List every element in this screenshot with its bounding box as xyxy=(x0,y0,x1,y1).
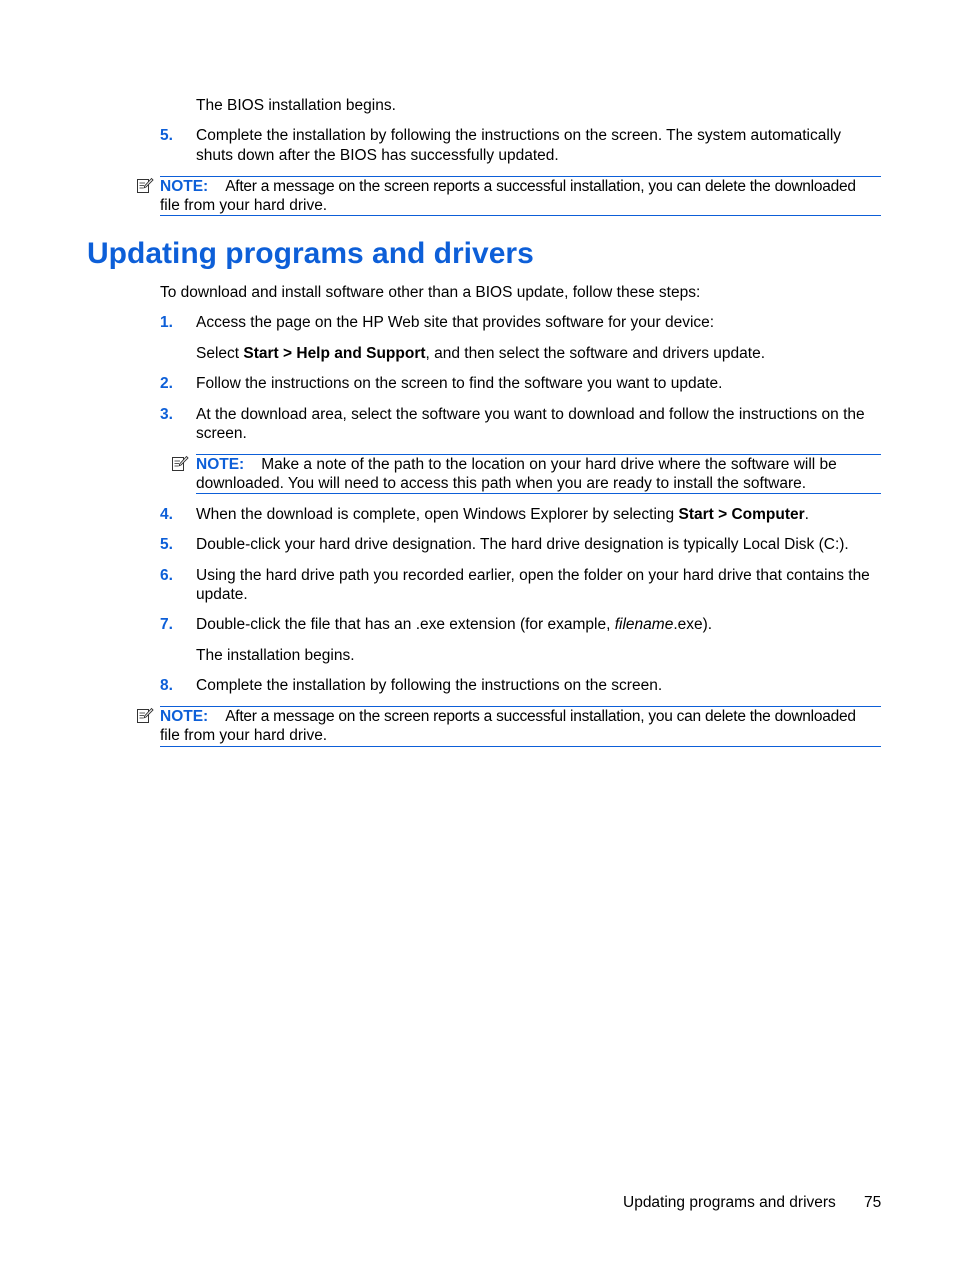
step-text: shuts down after the BIOS has successfully updated. xyxy=(196,147,559,164)
step-number: 1. xyxy=(160,314,173,331)
note-text: After a message on the screen reports a successful installation, you can delete the downloaded xyxy=(225,708,856,725)
section-heading: Updating programs and drivers xyxy=(87,237,534,270)
note-line xyxy=(196,455,837,474)
note-bottom-rule xyxy=(196,493,881,494)
bios-begins-text: The BIOS installation begins. xyxy=(196,97,396,114)
page-number: 75 xyxy=(864,1194,882,1211)
step-text: At the download area, select the software you want to download and follow the instructions on the xyxy=(196,406,865,423)
menu-path: Start > Computer xyxy=(678,506,805,523)
step-text xyxy=(196,615,712,634)
step-text: screen. xyxy=(196,425,247,442)
step-text: Using the hard drive path you recorded earlier, open the folder on your hard drive that contains the xyxy=(196,567,870,584)
step-text: Complete the installation by following the instructions on the screen. xyxy=(196,677,663,694)
step-text: Complete the installation by following the instructions on the screen. The system automatically xyxy=(196,127,842,144)
note-line xyxy=(160,707,856,726)
note-text: file from your hard drive. xyxy=(160,197,328,214)
sub-suffix: , and then select the software and drivers update. xyxy=(425,345,766,362)
step-number: 3. xyxy=(160,406,173,423)
note-text: downloaded. You will need to access this path when you are ready to install the software. xyxy=(196,475,807,492)
step-text: Access the page on the HP Web site that provides software for your device: xyxy=(196,314,715,331)
step-text-prefix: When the download is complete, open Windows Explorer by selecting xyxy=(196,506,679,523)
step-number: 5. xyxy=(160,127,173,144)
step-number: 2. xyxy=(160,375,173,392)
note-label: NOTE: xyxy=(196,456,245,473)
step-number: 5. xyxy=(160,536,173,553)
sub-prefix: Select xyxy=(196,345,244,362)
filename-placeholder: filename xyxy=(614,616,674,633)
step-number: 6. xyxy=(160,567,173,584)
note-text: file from your hard drive. xyxy=(160,727,328,744)
step-number: 7. xyxy=(160,616,173,633)
note-text: After a message on the screen reports a successful installation, you can delete the downloaded xyxy=(225,178,856,195)
step-text-suffix: . xyxy=(804,506,809,523)
menu-path: Start > Help and Support xyxy=(243,345,426,362)
step-subtext: The installation begins. xyxy=(196,647,355,664)
step-subtext xyxy=(196,344,765,363)
note-label: NOTE: xyxy=(160,178,209,195)
note-pencil-icon xyxy=(136,177,154,195)
intro-text: To download and install software other than a BIOS update, follow these steps: xyxy=(160,284,701,301)
note-label: NOTE: xyxy=(160,708,209,725)
step-text-prefix: Double-click the file that has an .exe extension (for example, xyxy=(196,616,615,633)
step-number: 8. xyxy=(160,677,173,694)
note-pencil-icon xyxy=(136,707,154,725)
step-text: Follow the instructions on the screen to find the software you want to update. xyxy=(196,375,723,392)
note-pencil-icon xyxy=(171,455,189,473)
note-bottom-rule xyxy=(160,215,881,216)
footer-title: Updating programs and drivers xyxy=(623,1194,836,1211)
step-text-suffix: .exe). xyxy=(673,616,713,633)
step-text: update. xyxy=(196,586,248,603)
note-text: Make a note of the path to the location on your hard drive where the software will be xyxy=(261,456,837,473)
note-bottom-rule xyxy=(160,746,881,747)
step-text xyxy=(196,505,809,524)
note-line xyxy=(160,177,856,196)
step-number: 4. xyxy=(160,506,173,523)
step-text: Double-click your hard drive designation. The hard drive designation is typically Local Disk (C:). xyxy=(196,536,849,553)
